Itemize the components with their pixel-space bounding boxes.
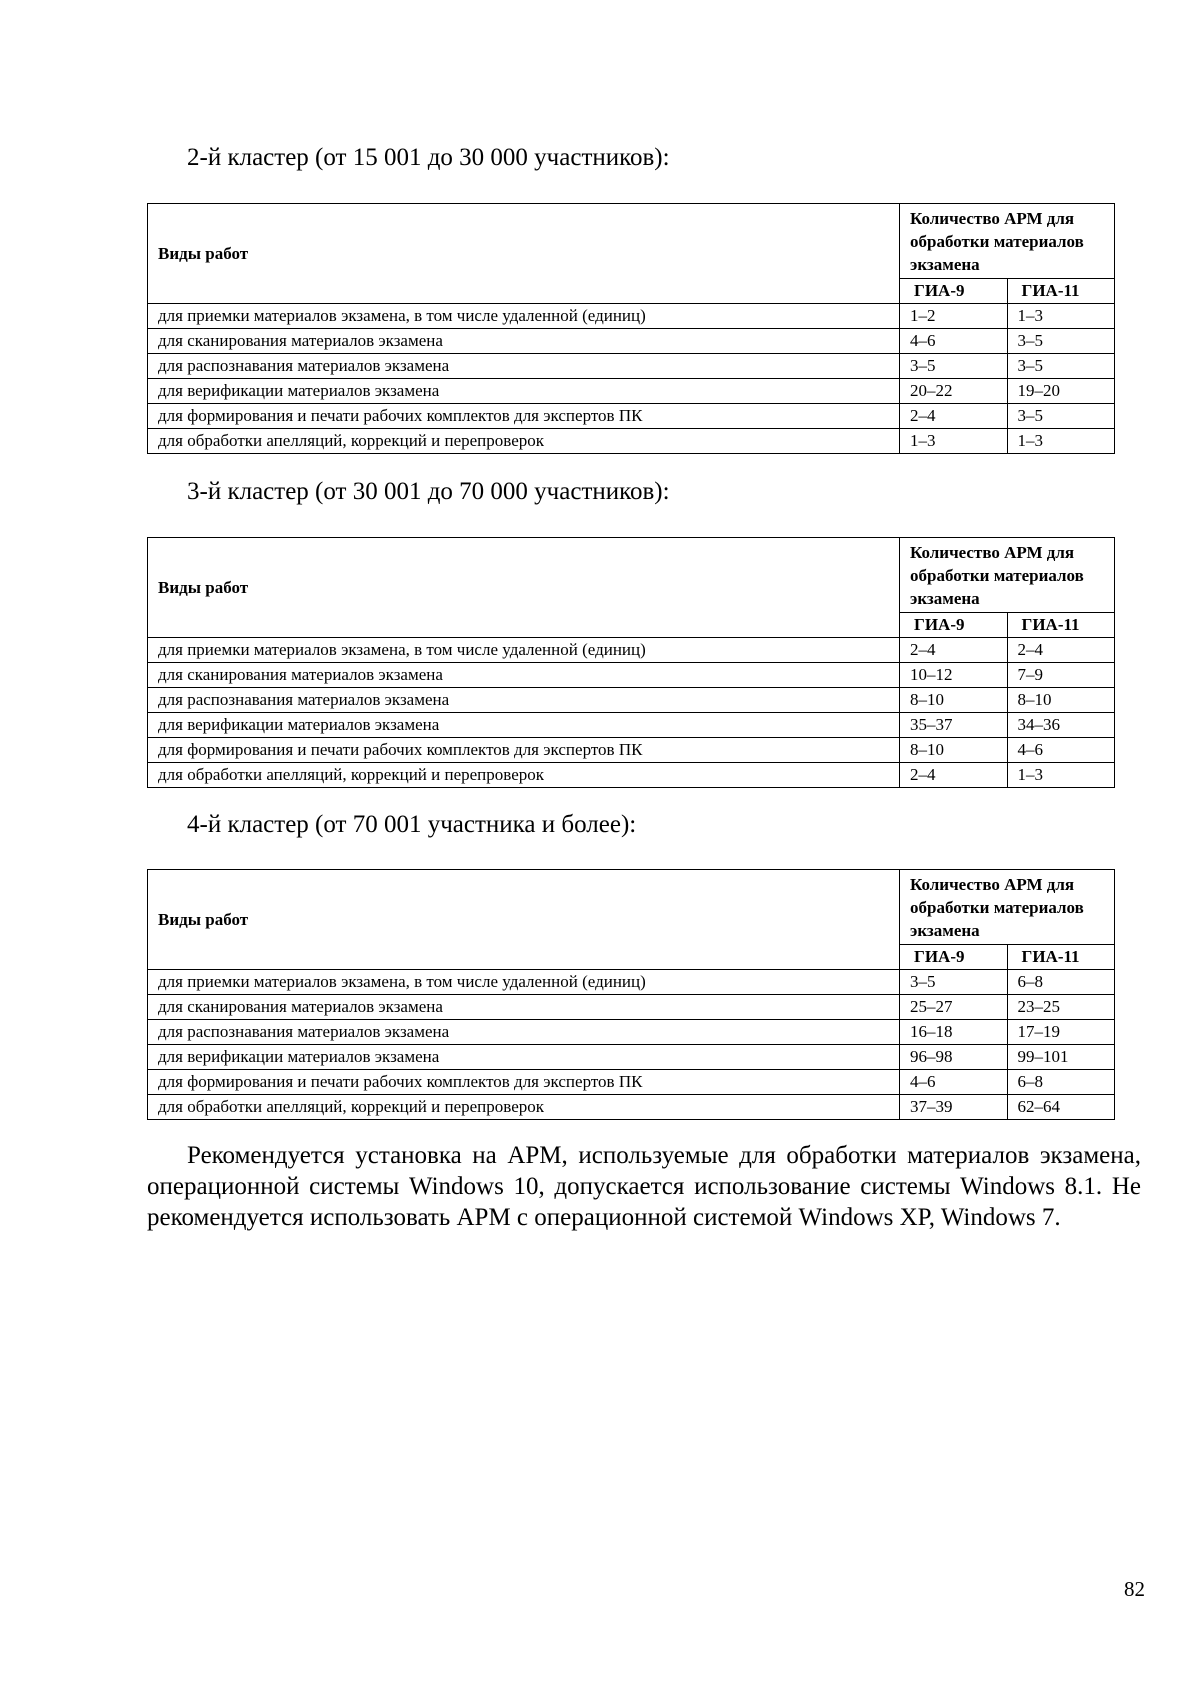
row-gia9: 20–22 bbox=[900, 379, 1008, 404]
row-gia11: 8–10 bbox=[1007, 688, 1115, 713]
row-gia9: 16–18 bbox=[900, 1020, 1008, 1045]
col-header-gia9: ГИА-9 bbox=[900, 279, 1008, 304]
row-gia11: 1–3 bbox=[1007, 429, 1115, 454]
row-gia11: 6–8 bbox=[1007, 1070, 1115, 1095]
row-work: для сканирования материалов экзамена bbox=[148, 995, 900, 1020]
col-header-qty: Количество АРМ для обработки материалов экзамена bbox=[900, 204, 1115, 279]
col-header-gia11: ГИА-11 bbox=[1007, 279, 1115, 304]
row-work: для приемки материалов экзамена, в том числе удаленной (единиц) bbox=[148, 970, 900, 995]
table-row bbox=[148, 663, 1115, 688]
col-header-gia9: ГИА-9 bbox=[900, 945, 1008, 970]
col-header-qty: Количество АРМ для обработки материалов экзамена bbox=[900, 538, 1115, 613]
cluster-2-table bbox=[147, 203, 1115, 454]
row-work: для формирования и печати рабочих комплектов для экспертов ПК bbox=[148, 738, 900, 763]
row-work: для приемки материалов экзамена, в том числе удаленной (единиц) bbox=[148, 638, 900, 663]
row-gia11: 3–5 bbox=[1007, 329, 1115, 354]
table-row bbox=[148, 329, 1115, 354]
row-gia9: 3–5 bbox=[900, 354, 1008, 379]
row-gia9: 25–27 bbox=[900, 995, 1008, 1020]
row-work: для сканирования материалов экзамена bbox=[148, 329, 900, 354]
row-gia9: 1–3 bbox=[900, 429, 1008, 454]
cluster-2-heading: 2-й кластер (от 15 001 до 30 000 участников): bbox=[187, 144, 670, 171]
row-work: для формирования и печати рабочих комплектов для экспертов ПК bbox=[148, 1070, 900, 1095]
col-header-work: Виды работ bbox=[148, 204, 900, 304]
table-row bbox=[148, 688, 1115, 713]
row-gia9: 3–5 bbox=[900, 970, 1008, 995]
row-work: для обработки апелляций, коррекций и перепроверок bbox=[148, 763, 900, 788]
row-gia11: 2–4 bbox=[1007, 638, 1115, 663]
row-gia11: 1–3 bbox=[1007, 304, 1115, 329]
row-gia11: 1–3 bbox=[1007, 763, 1115, 788]
row-gia11: 6–8 bbox=[1007, 970, 1115, 995]
row-gia11: 3–5 bbox=[1007, 404, 1115, 429]
row-gia11: 19–20 bbox=[1007, 379, 1115, 404]
cluster-3-heading: 3-й кластер (от 30 001 до 70 000 участников): bbox=[187, 478, 670, 505]
table-row bbox=[148, 304, 1115, 329]
col-header-gia9: ГИА-9 bbox=[900, 613, 1008, 638]
row-gia9: 1–2 bbox=[900, 304, 1008, 329]
row-gia11: 62–64 bbox=[1007, 1095, 1115, 1120]
recommendation-paragraph: Рекомендуется установка на АРМ, используемые для обработки материалов экзамена, операционной системы Windows 10, допускается использование системы Windows 8.1. Не рекомендуется использовать АРМ с операционной системой Windows XP, Windows 7. bbox=[147, 1142, 1141, 1231]
row-work: для обработки апелляций, коррекций и перепроверок bbox=[148, 1095, 900, 1120]
table-row bbox=[148, 354, 1115, 379]
table-row bbox=[148, 1070, 1115, 1095]
row-gia11: 3–5 bbox=[1007, 354, 1115, 379]
table-row bbox=[148, 1045, 1115, 1070]
cluster-4-heading: 4-й кластер (от 70 001 участника и более): bbox=[187, 811, 637, 838]
row-gia9: 4–6 bbox=[900, 329, 1008, 354]
row-work: для распознавания материалов экзамена bbox=[148, 1020, 900, 1045]
table-row bbox=[148, 404, 1115, 429]
table-row bbox=[148, 1020, 1115, 1045]
row-gia9: 8–10 bbox=[900, 688, 1008, 713]
row-gia9: 2–4 bbox=[900, 763, 1008, 788]
row-gia9: 4–6 bbox=[900, 1070, 1008, 1095]
table-row bbox=[148, 970, 1115, 995]
col-header-work: Виды работ bbox=[148, 870, 900, 970]
cluster-4-table bbox=[147, 869, 1115, 1120]
col-header-work: Виды работ bbox=[148, 538, 900, 638]
row-work: для формирования и печати рабочих комплектов для экспертов ПК bbox=[148, 404, 900, 429]
row-gia9: 37–39 bbox=[900, 1095, 1008, 1120]
page-number: 82 bbox=[1124, 1577, 1145, 1601]
row-gia11: 17–19 bbox=[1007, 1020, 1115, 1045]
row-work: для верификации материалов экзамена bbox=[148, 379, 900, 404]
col-header-gia11: ГИА-11 bbox=[1007, 613, 1115, 638]
row-gia9: 2–4 bbox=[900, 638, 1008, 663]
row-gia11: 23–25 bbox=[1007, 995, 1115, 1020]
row-gia9: 2–4 bbox=[900, 404, 1008, 429]
row-work: для приемки материалов экзамена, в том числе удаленной (единиц) bbox=[148, 304, 900, 329]
col-header-qty: Количество АРМ для обработки материалов экзамена bbox=[900, 870, 1115, 945]
table-row bbox=[148, 429, 1115, 454]
row-work: для распознавания материалов экзамена bbox=[148, 354, 900, 379]
table-row bbox=[148, 713, 1115, 738]
row-gia11: 7–9 bbox=[1007, 663, 1115, 688]
col-header-gia11: ГИА-11 bbox=[1007, 945, 1115, 970]
row-work: для верификации материалов экзамена bbox=[148, 713, 900, 738]
cluster-3-table bbox=[147, 537, 1115, 788]
row-gia11: 99–101 bbox=[1007, 1045, 1115, 1070]
table-row bbox=[148, 738, 1115, 763]
row-gia9: 10–12 bbox=[900, 663, 1008, 688]
row-gia9: 96–98 bbox=[900, 1045, 1008, 1070]
row-work: для верификации материалов экзамена bbox=[148, 1045, 900, 1070]
row-work: для распознавания материалов экзамена bbox=[148, 688, 900, 713]
table-row bbox=[148, 1095, 1115, 1120]
row-work: для обработки апелляций, коррекций и перепроверок bbox=[148, 429, 900, 454]
row-gia11: 34–36 bbox=[1007, 713, 1115, 738]
row-gia11: 4–6 bbox=[1007, 738, 1115, 763]
table-row bbox=[148, 995, 1115, 1020]
table-row bbox=[148, 638, 1115, 663]
table-row bbox=[148, 379, 1115, 404]
table-row bbox=[148, 763, 1115, 788]
row-gia9: 8–10 bbox=[900, 738, 1008, 763]
row-gia9: 35–37 bbox=[900, 713, 1008, 738]
row-work: для сканирования материалов экзамена bbox=[148, 663, 900, 688]
